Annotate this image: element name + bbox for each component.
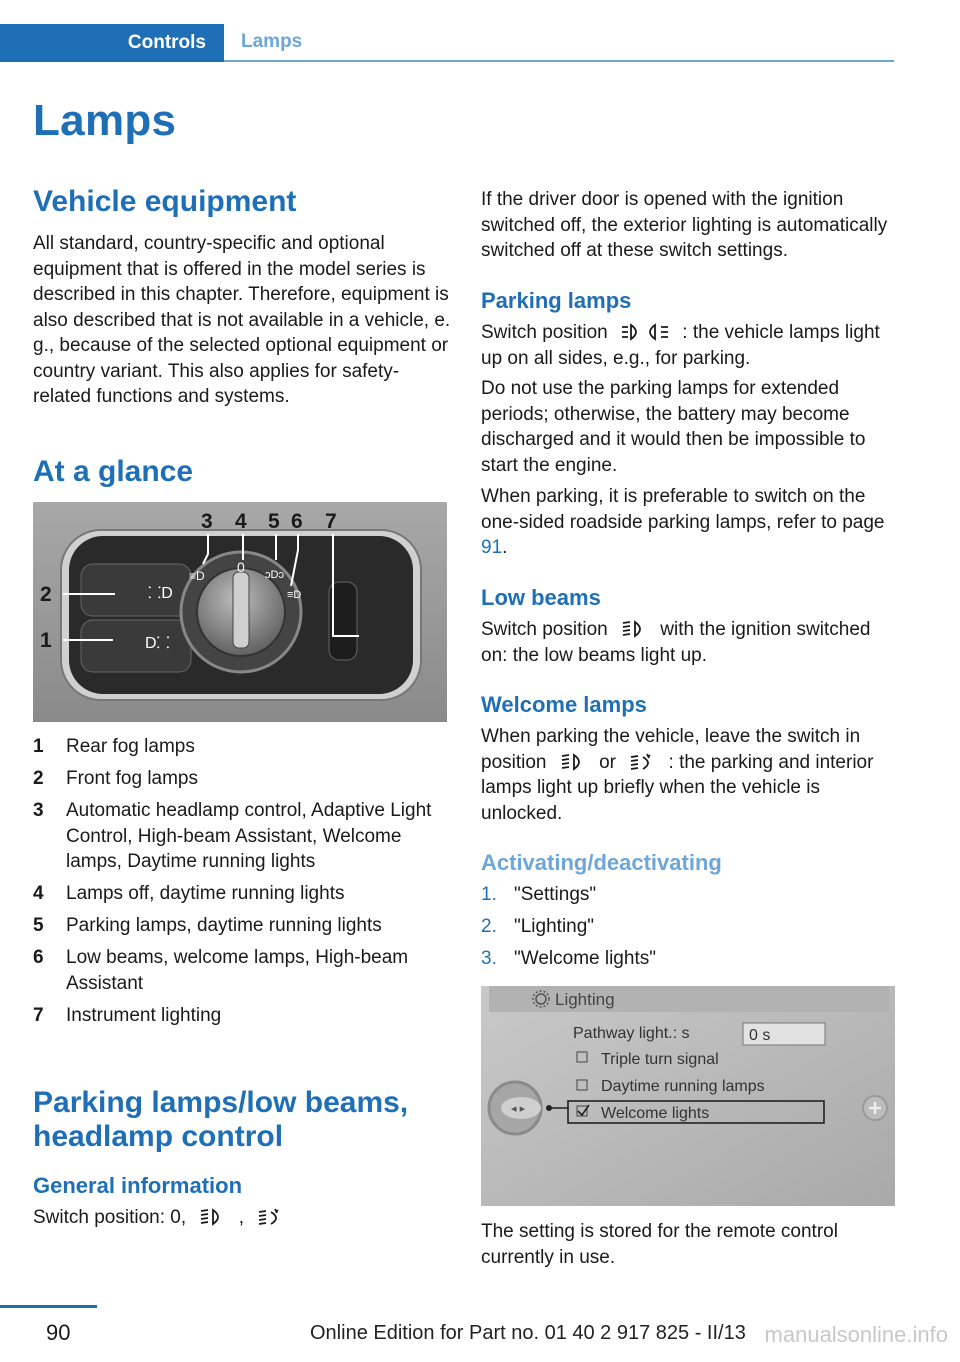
welcome-text-or: or xyxy=(599,751,616,773)
low-beam-icon xyxy=(560,753,586,771)
pathway-light-value: 0 s xyxy=(749,1027,771,1044)
welcome-text-prefix: When parking the vehicle, leave the switch in position xyxy=(481,726,861,773)
heading-vehicle-equipment: Vehicle equipment xyxy=(33,185,297,218)
heading-at-a-glance: At a glance xyxy=(33,455,194,488)
step-text: "Welcome lights" xyxy=(514,948,656,969)
legend-number: 1 xyxy=(33,736,44,757)
figure-label-1: 1 xyxy=(40,629,52,652)
footer-rule xyxy=(0,1305,97,1308)
list-item xyxy=(33,734,451,760)
edition-text: Online Edition for Part no. 01 40 2 917 825 - II/13 xyxy=(310,1322,746,1344)
lighting-menu-illustration xyxy=(481,986,895,1206)
menu-item-daytime-running: Daytime running lamps xyxy=(601,1078,765,1095)
page-title: Lamps xyxy=(33,96,177,145)
step-text: "Lighting" xyxy=(514,916,595,937)
parking-text3-suffix: . xyxy=(502,537,508,558)
page-number: 90 xyxy=(46,1320,71,1345)
list-item xyxy=(33,881,451,907)
legend-number: 4 xyxy=(33,883,44,904)
header-tab-controls xyxy=(0,24,224,62)
list-item xyxy=(33,766,451,792)
light-switch-figure xyxy=(33,502,447,722)
steps-list xyxy=(481,882,899,978)
legend-number: 3 xyxy=(33,800,44,821)
list-item xyxy=(33,913,451,939)
low-text-suffix: with the ignition switched on: the low beams light up. xyxy=(481,619,871,666)
welcome-text-suffix: : the parking and interior lamps light up briefly when the vehicle is unlocked. xyxy=(481,751,874,824)
legend-text: Parking lamps, daytime running lights xyxy=(66,915,382,936)
parking-text3-prefix: When parking, it is preferable to switch on the one-sided roadside parking lamps, refer to page xyxy=(481,486,885,533)
legend-number: 2 xyxy=(33,768,44,789)
parking-lamps-text-3 xyxy=(481,484,899,561)
header-tab-lamps xyxy=(224,24,894,62)
legend-text: Instrument lighting xyxy=(66,1004,222,1026)
door-opened-text: If the driver door is opened with the ignition switched off, the exterior lighting is automatically switched off at these switch settings. xyxy=(481,189,888,261)
pathway-light-label: Pathway light.: s xyxy=(573,1025,690,1042)
svg-text:ↄDↄ: ↄDↄ xyxy=(265,569,284,581)
svg-text:≡D: ≡D xyxy=(287,589,302,601)
figure-label-2: 2 xyxy=(40,583,52,606)
legend-number: 7 xyxy=(33,1004,44,1026)
header-chapter-label: Lamps xyxy=(241,31,303,52)
setting-stored-text: The setting is stored for the remote control currently in use. xyxy=(481,1221,838,1268)
svg-text:D⸬: D⸬ xyxy=(145,635,170,652)
dial-zero-label: 0 xyxy=(237,559,245,575)
legend-number: 6 xyxy=(33,947,44,968)
legend-text: Low beams, welcome lamps, High-beam Assistant xyxy=(66,947,409,994)
parking-text-suffix: : the vehicle lamps light up on all sides, e.g., for parking. xyxy=(481,322,880,369)
list-item xyxy=(33,798,451,875)
general-text-prefix: Switch position: 0, xyxy=(33,1207,187,1228)
svg-text:⸬D: ⸬D xyxy=(148,585,173,602)
legend-text: Front fog lamps xyxy=(66,768,198,789)
parking-lamps-icon xyxy=(621,323,669,341)
list-item xyxy=(481,882,899,908)
step-number: 2. xyxy=(481,916,497,937)
figure-label-7: 7 xyxy=(325,510,337,533)
svg-text:◂ ▸: ◂ ▸ xyxy=(511,1103,526,1115)
legend-text: Rear fog lamps xyxy=(66,736,195,757)
watermark: manualsonline.info xyxy=(764,1322,948,1347)
parking-text-prefix: Switch position xyxy=(481,322,608,343)
heading-parking-lamps: Parking lamps xyxy=(481,288,632,313)
figure-label-5: 5 xyxy=(268,510,280,533)
low-beams-text xyxy=(481,617,899,668)
svg-text:≡D: ≡D xyxy=(189,569,205,583)
page-link-91[interactable]: 91 xyxy=(481,537,503,558)
lighting-menu-screenshot xyxy=(481,986,895,1206)
list-item xyxy=(33,1003,451,1029)
legend-list xyxy=(33,734,451,1035)
low-text-prefix: Switch position xyxy=(481,619,608,640)
list-item xyxy=(33,945,451,996)
parking-lamps-text xyxy=(481,320,899,371)
step-number: 3. xyxy=(481,948,497,969)
header-section-label: Controls xyxy=(127,32,206,53)
legend-number: 5 xyxy=(33,915,44,936)
heading-parking-low-beams: Parking lamps/low beams, headlamp control xyxy=(33,1086,409,1153)
welcome-lamps-text xyxy=(481,724,899,826)
general-text-separator: , xyxy=(238,1207,244,1228)
heading-welcome-lamps: Welcome lamps xyxy=(481,692,647,717)
heading-low-beams: Low beams xyxy=(481,585,601,610)
figure-label-6: 6 xyxy=(291,510,303,533)
figure-label-3: 3 xyxy=(201,510,213,533)
figure-label-4: 4 xyxy=(235,510,247,533)
step-number: 1. xyxy=(481,884,497,905)
legend-text: Lamps off, daytime running lights xyxy=(66,883,345,904)
low-beam-icon xyxy=(621,620,647,638)
step-text: "Settings" xyxy=(514,884,597,905)
light-switch-illustration xyxy=(33,502,447,722)
automatic-headlamp-icon xyxy=(257,1208,283,1226)
general-information-text xyxy=(33,1205,451,1231)
menu-item-triple-turn: Triple turn signal xyxy=(601,1051,719,1068)
heading-activating-deactivating: Activating/deactivating xyxy=(481,850,722,875)
low-beam-icon xyxy=(199,1208,225,1226)
parking-lamps-text-2: Do not use the parking lamps for extended periods; otherwise, the battery may become discharged and it would then be impossible to start the engine. xyxy=(481,378,866,476)
menu-item-welcome-lights: Welcome lights xyxy=(601,1105,710,1122)
screen-title: Lighting xyxy=(555,990,615,1009)
legend-text: Automatic headlamp control, Adaptive Light Control, High-beam Assistant, Welcome lamps, Daytime running lights xyxy=(66,800,432,872)
vehicle-equipment-text: All standard, country-specific and optional equipment that is offered in the model series is described in this chapter. Therefore, equipment is also described that is not available in a vehicle, e. g., because of the selected optional equipment or country variant. This also applies for safety-related functions and systems. xyxy=(33,233,451,407)
list-item xyxy=(481,914,899,940)
list-item xyxy=(481,946,899,972)
heading-general-information: General information xyxy=(33,1173,243,1198)
automatic-headlamp-icon xyxy=(629,753,655,771)
